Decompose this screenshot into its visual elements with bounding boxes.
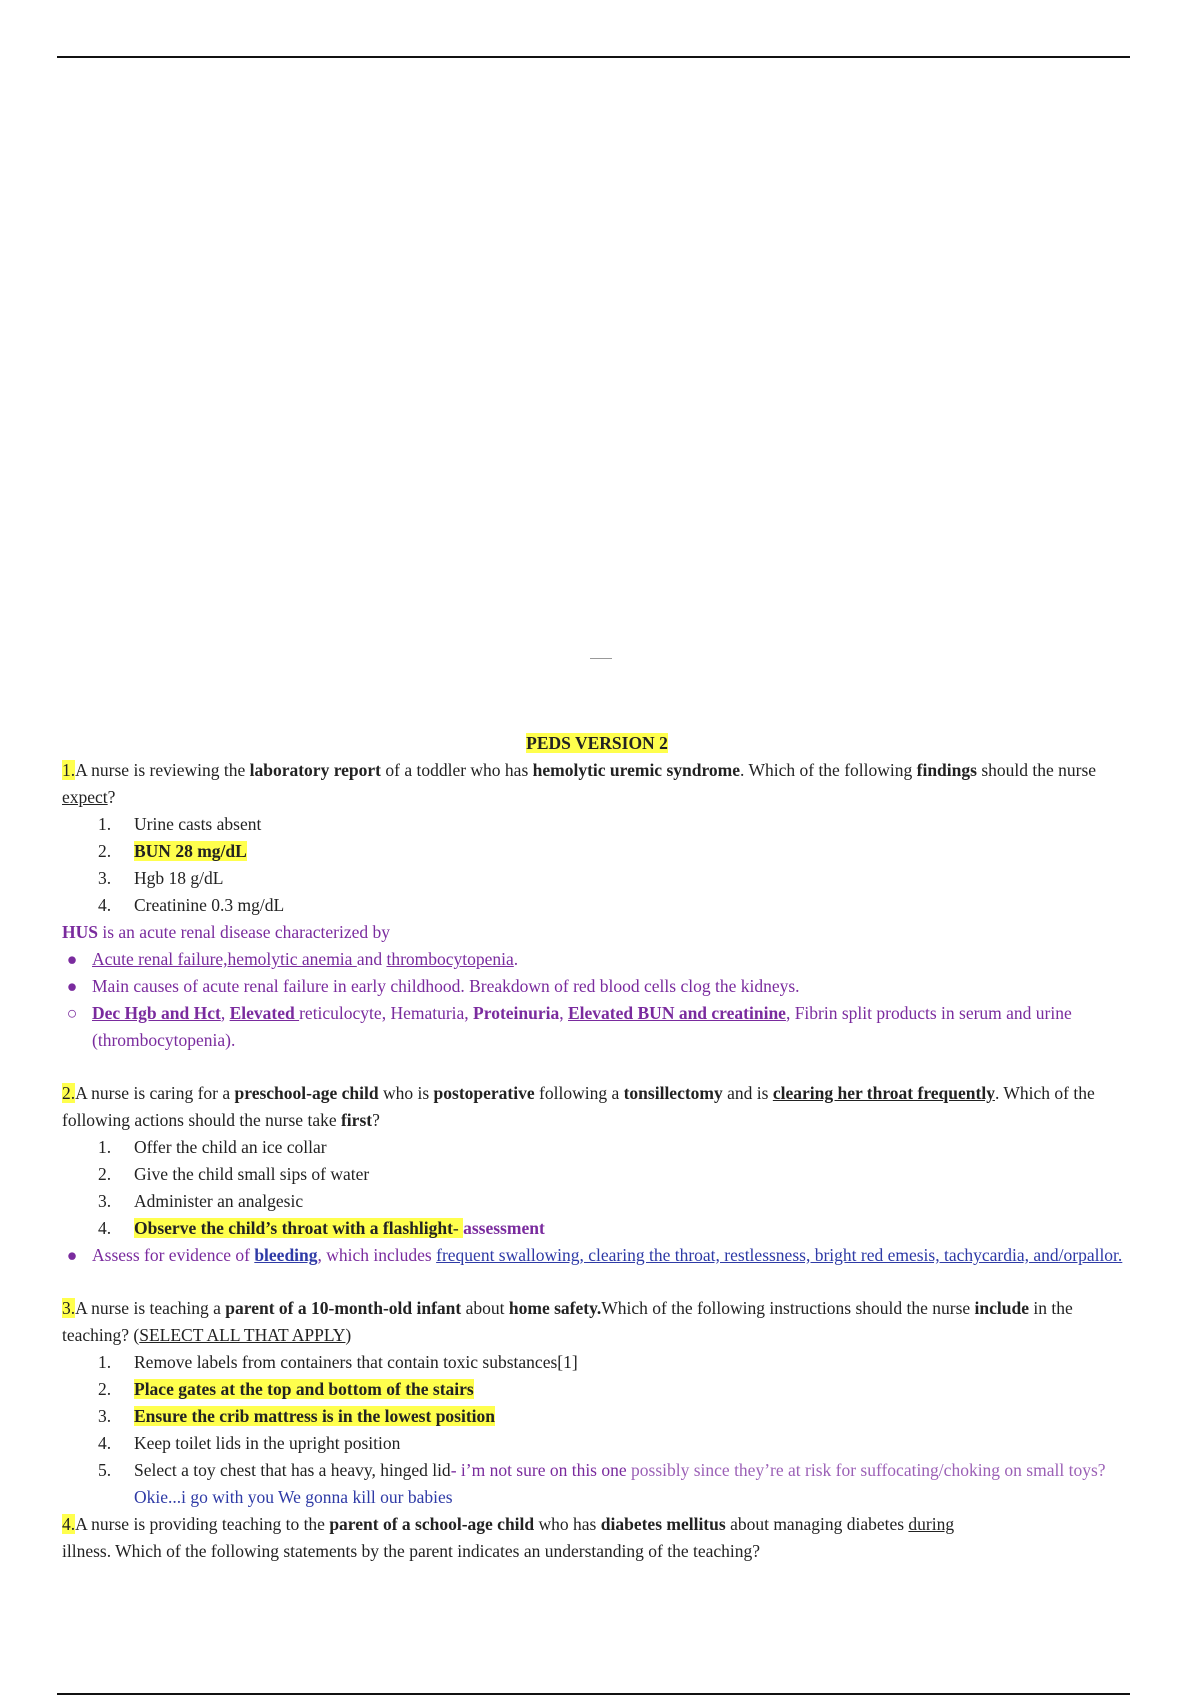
option: 3. Hgb 18 g/dL [98, 868, 224, 888]
bullet-icon: ● [66, 1245, 78, 1265]
option: 4. Creatinine 0.3 mg/dL [98, 895, 285, 915]
question-1-rationale-intro: HUS is an acute renal disease characterized by [62, 922, 390, 942]
option: 1. Offer the child an ice collar [98, 1137, 327, 1157]
option: 5. Select a toy chest that has a heavy, hinged lid- i’m not sure on this one possibly since they’re at risk for suffocating/choking on small toys? Okie...i go with you We gonna kill our babies [98, 1460, 1106, 1507]
option: 2. Give the child small sips of water [98, 1164, 370, 1184]
option: 1. Urine casts absent [98, 814, 262, 834]
option: 4. Keep toilet lids in the upright position [98, 1433, 401, 1453]
question-2-stem: 2.A nurse is caring for a preschool-age child who is postoperative following a tonsillectomy and is clearing her throat frequently. Which of the following actions should the nurse take first? [62, 1083, 1095, 1130]
question-2-options [62, 1134, 1132, 1242]
bullet-icon: ● [66, 949, 78, 969]
question-1-options [62, 811, 1132, 919]
question-2-rationale: ● Assess for evidence of bleeding, which includes frequent swallowing, clearing the throat, restlessness, bright red emesis, tachycardia, and/orpallor. [62, 1242, 1132, 1269]
footer-rule [57, 1693, 1130, 1695]
question-3-stem: 3.A nurse is teaching a parent of a 10-month-old infant about home safety.Which of the following instructions should the nurse include in the teaching? (SELECT ALL THAT APPLY) [62, 1298, 1073, 1345]
option-correct: 2. Place gates at the top and bottom of the stairs [98, 1379, 474, 1399]
option-correct: 4. Observe the child’s throat with a flashlight- assessment [98, 1218, 545, 1238]
document-body [62, 730, 1132, 1561]
bullet-icon: ● [66, 976, 78, 996]
option-correct: 2. BUN 28 mg/dL [98, 841, 247, 861]
question-3-options [62, 1349, 1132, 1511]
question-4-cutoff-line: illness. Which of the following statements by the parent indicates an understanding of the teaching? [62, 1541, 761, 1561]
question-1-stem: 1.A nurse is reviewing the laboratory report of a toddler who has hemolytic uremic syndrome. Which of the following findings should the nurse expect? [62, 760, 1097, 807]
question-4-stem: 4.A nurse is providing teaching to the parent of a school-age child who has diabetes mellitus about managing diabetes during [62, 1514, 955, 1534]
option: 1. Remove labels from containers that contain toxic substances[1] [98, 1352, 578, 1372]
rationale-subbullet: ○ Dec Hgb and Hct, Elevated reticulocyte, Hematuria, Proteinuria, Elevated BUN and creatinine, Fibrin split products in serum and urine (thrombocytopenia). [62, 1000, 1132, 1054]
option: 3. Administer an analgesic [98, 1191, 304, 1211]
rationale-bullet: ● Main causes of acute renal failure in early childhood. Breakdown of red blood cells clog the kidneys. [62, 973, 1132, 1000]
option-correct: 3. Ensure the crib mattress is in the lowest position [98, 1406, 496, 1426]
header-rule [57, 56, 1130, 58]
document-title: PEDS VERSION 2 [526, 733, 668, 753]
circle-bullet-icon: ○ [66, 1003, 78, 1023]
page-break-mark [590, 658, 612, 659]
rationale-bullet: ● Acute renal failure,hemolytic anemia and thrombocytopenia. [62, 946, 1132, 973]
